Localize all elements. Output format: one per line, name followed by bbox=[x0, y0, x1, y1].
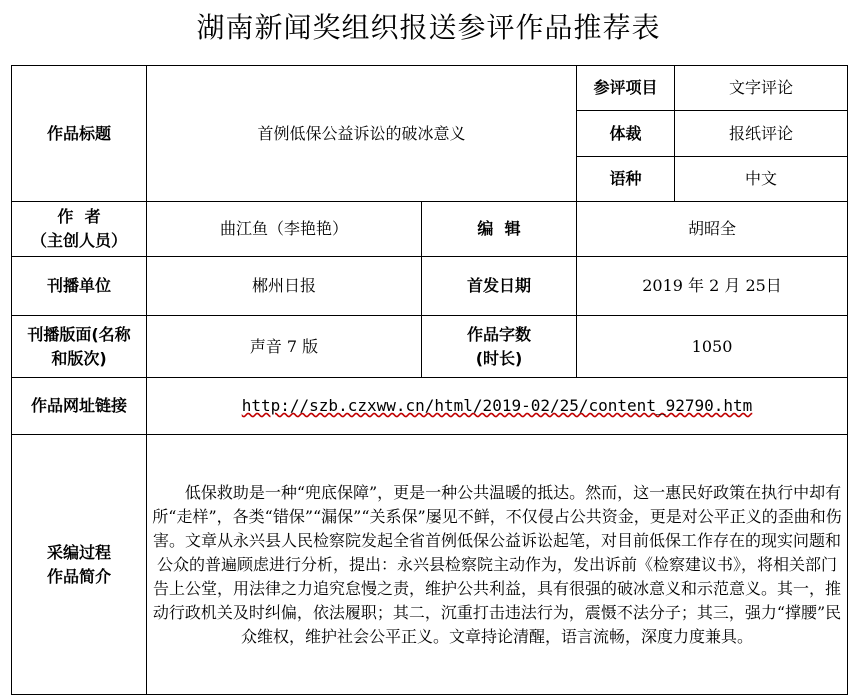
author-label-line1: 作 者 bbox=[57, 207, 101, 226]
language-value: 中文 bbox=[675, 157, 848, 202]
summary-text: 低保救助是一种“兜底保障”，更是一种公共温暖的抵达。然而，这一惠民好政策在执行中却有所“走样”，各类“错保”“漏保”“关系保”屡见不鲜，不仅侵占公共资金，更是对公平正义的歪曲和伤害。文章从永兴县人民检察院发起全省首例低保公益诉讼起笔，对目前低保工作存在的现实问题和公众的普遍顾虑进行分析，提出：永兴县检察院主动作为，发出诉前《检察建议书》，将相关部门告上公堂，用法律之力追究怠慢之责，维护公共利益，具有很强的破冰意义和示范意义。其一，推动行政机关及时纠偏，依法履职；其二，沉重打击违法行为，震慑不法分子；其三，强力“撑腰”民众维权，维护社会公平正义。文章持论清醒，语言流畅，深度力度兼具。 bbox=[147, 435, 848, 695]
category-label: 参评项目 bbox=[577, 66, 675, 111]
url-label: 作品网址链接 bbox=[12, 378, 147, 435]
page-label bbox=[12, 316, 147, 378]
editor-label: 编 辑 bbox=[422, 202, 577, 257]
page-label-line2: 和版次) bbox=[51, 348, 107, 368]
genre-label: 体裁 bbox=[577, 111, 675, 157]
summary-label-line1: 采编过程 bbox=[46, 542, 111, 562]
first-pub-date-value: 2019 年 2 月 25日 bbox=[577, 257, 848, 316]
word-count-value: 1050 bbox=[577, 316, 848, 378]
summary-label bbox=[12, 435, 147, 695]
author-label-line2: （主创人员） bbox=[30, 231, 127, 250]
publisher-value: 郴州日报 bbox=[147, 257, 422, 316]
author-label bbox=[12, 202, 147, 257]
first-pub-date-label: 首发日期 bbox=[422, 257, 577, 316]
recommendation-form-table bbox=[11, 65, 848, 695]
genre-value: 报纸评论 bbox=[675, 111, 848, 157]
word-count-label-line1: 作品字数 bbox=[467, 324, 532, 344]
page-title: 湖南新闻奖组织报送参评作品推荐表 bbox=[196, 11, 661, 44]
page-value: 声音 7 版 bbox=[147, 316, 422, 378]
work-title-value: 首例低保公益诉讼的破冰意义 bbox=[147, 66, 577, 202]
language-label: 语种 bbox=[577, 157, 675, 202]
word-count-label-line2: (时长) bbox=[475, 348, 523, 368]
work-title-label: 作品标题 bbox=[12, 66, 147, 202]
summary-label-line2: 作品简介 bbox=[46, 566, 111, 586]
work-url-link[interactable] bbox=[147, 378, 848, 435]
editor-value: 胡昭全 bbox=[577, 202, 848, 257]
word-count-label bbox=[422, 316, 577, 378]
work-url-text[interactable]: http://szb.czxww.cn/html/2019-02/25/content_92790.htm bbox=[241, 396, 753, 415]
category-value: 文字评论 bbox=[675, 66, 848, 111]
page-label-line1: 刊播版面(名称 bbox=[27, 324, 131, 344]
publisher-label: 刊播单位 bbox=[12, 257, 147, 316]
author-value: 曲江鱼（李艳艳） bbox=[147, 202, 422, 257]
